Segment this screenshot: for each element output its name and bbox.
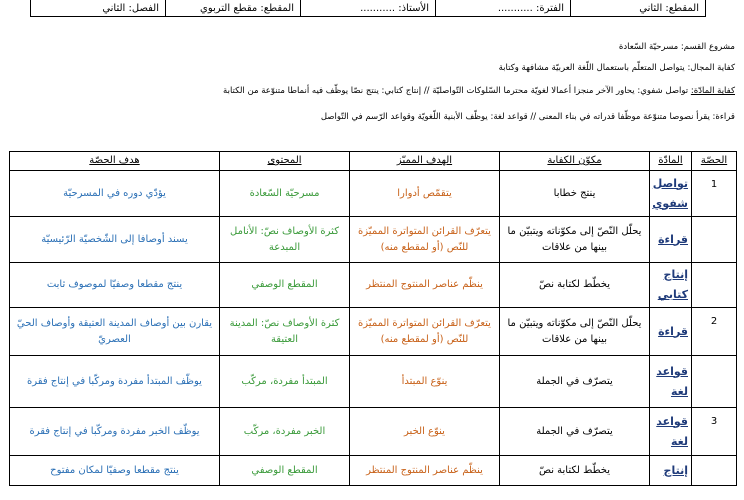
header-session-goal: هدف الحصّة (10, 152, 220, 171)
header-session: الحصّة (692, 152, 737, 171)
component-cell: يخطّط لكتابة نصّ (500, 456, 650, 486)
header-subject: المادّة (650, 152, 692, 171)
table-row (10, 171, 737, 217)
session-number: 1 (692, 171, 737, 217)
session-number (692, 217, 737, 263)
goal-cell: يتقمّص أدوارا (350, 171, 500, 217)
grammar-competence: قواعد لغة: يوظّف الأبنية اللّغويّة وقواعد الرّسم في التّواصل (320, 112, 528, 122)
subject-cell: قواعد لغة (650, 408, 692, 456)
aim-cell: ينتج مقطعا وصفيّا لموصوف ثابت (10, 263, 220, 308)
table-row (10, 456, 737, 486)
aim-cell: ينتج مقطعا وصفيّا لمكان مفتوح (10, 456, 220, 486)
session-number (692, 356, 737, 408)
top-header-cell-3: الأستاذ: ........... (300, 0, 435, 16)
component-cell: يحلّل النّصّ إلى مكوّناته ويتبيّن ما بينها من علاقات (500, 308, 650, 356)
subject-cell: قواعد لغة (650, 356, 692, 408)
subject-cell: إنتاج كتابي (650, 263, 692, 308)
oral-competence: تواصل شفوي: يحاور الآخر منجزا أعمالا لغويّة محترما السّلوكات التّواصليّة (432, 86, 689, 96)
subject-cell: قراءة (650, 308, 692, 356)
session-number (692, 456, 737, 486)
goal-cell: يتعرّف القرائن المتواترة المميّزة للنّص (أو لمقطع منه) (350, 217, 500, 263)
goal-cell: ينظّم عناصر المنتوج المنتظر (350, 263, 500, 308)
table-row (10, 308, 737, 356)
top-header-box (30, 0, 706, 17)
domain-competence: كفاية المجال: يتواصل المتعلّم باستعمال اللّغة العربيّة مشافهة وكتابة (498, 63, 735, 73)
aim-cell: يسند أوصافا إلى الشّخصيّة الرّئيسيّة (10, 217, 220, 263)
separator: // (530, 112, 537, 122)
aim-cell: يؤدّي دوره في المسرحيّة (10, 171, 220, 217)
subject-cell: تواصل شفوي (650, 171, 692, 217)
session-number: 3 (692, 408, 737, 456)
top-header-cell-1: المقطع: الثاني (570, 0, 705, 16)
session-number: 2 (692, 308, 737, 356)
content-cell: مسرحيّة السّعادة (220, 171, 350, 217)
project-line: مشروع القسم: مسرحيّة السّعادة (618, 42, 735, 52)
top-header-cell-2: الفترة: ........... (435, 0, 570, 16)
goal-cell: ينوّع المبتدأ (350, 356, 500, 408)
content-cell: المقطع الوصفي (220, 263, 350, 308)
aim-cell: يوظّف المبتدأ مفردة ومركّبا في إنتاج فقرة (10, 356, 220, 408)
component-cell: يخطّط لكتابة نصّ (500, 263, 650, 308)
goal-cell: ينوّع الخبر (350, 408, 500, 456)
table-row (10, 263, 737, 308)
reading-grammar-line (321, 112, 735, 122)
component-cell: يتصرّف في الجملة (500, 356, 650, 408)
subject-competence-line (223, 86, 735, 96)
content-cell: المبتدأ مفردة، مركّب (220, 356, 350, 408)
aim-cell: يوظّف الخبر مفردة ومركّبا في إنتاج فقرة (10, 408, 220, 456)
table-header-row (10, 152, 737, 171)
lesson-plan-table (9, 151, 737, 486)
header-content: المحتوى (220, 152, 350, 171)
reading-competence: قراءة: يقرأ نصوصا متنوّعة موظّفا قدراته في بناء المعنى (538, 112, 735, 122)
content-cell: المقطع الوصفي (220, 456, 350, 486)
goal-cell: يتعرّف القرائن المتواترة المميّزة للنّص (أو لمقطع منه) (350, 308, 500, 356)
table-row (10, 356, 737, 408)
session-number (692, 263, 737, 308)
header-distinct-goal: الهدف المميّز (350, 152, 500, 171)
content-cell: كثرة الأوصاف نصّ: المدينة العتيقة (220, 308, 350, 356)
written-competence: إنتاج كتابي: ينتج نصّا يوظّف فيه أنماطا متنوّعة من الكتابة (223, 86, 422, 96)
header-component: مكوّن الكفاية (500, 152, 650, 171)
component-cell: يتصرّف في الجملة (500, 408, 650, 456)
subject-competence-label: كفاية المادّة: (690, 86, 735, 96)
subject-cell: قراءة (650, 217, 692, 263)
top-header-cell-5: الفصل: الثاني (102, 3, 159, 14)
goal-cell: ينظّم عناصر المنتوج المنتظر (350, 456, 500, 486)
component-cell: يحلّل النّصّ إلى مكوّناته ويتبيّن ما بينها من علاقات (500, 217, 650, 263)
separator: // (423, 86, 430, 96)
content-cell: كثرة الأوصاف نصّ: الأنامل المبدعة (220, 217, 350, 263)
table-row (10, 408, 737, 456)
content-cell: الخبر مفردة، مركّب (220, 408, 350, 456)
top-header-cell-4: المقطع: مقطع التربوي (165, 0, 300, 16)
component-cell: ينتج خطابا (500, 171, 650, 217)
aim-cell: يقارن بين أوصاف المدينة العتيقة وأوصاف الحيّ العصريّ (10, 308, 220, 356)
table-row (10, 217, 737, 263)
subject-cell: إنتاج (650, 456, 692, 486)
